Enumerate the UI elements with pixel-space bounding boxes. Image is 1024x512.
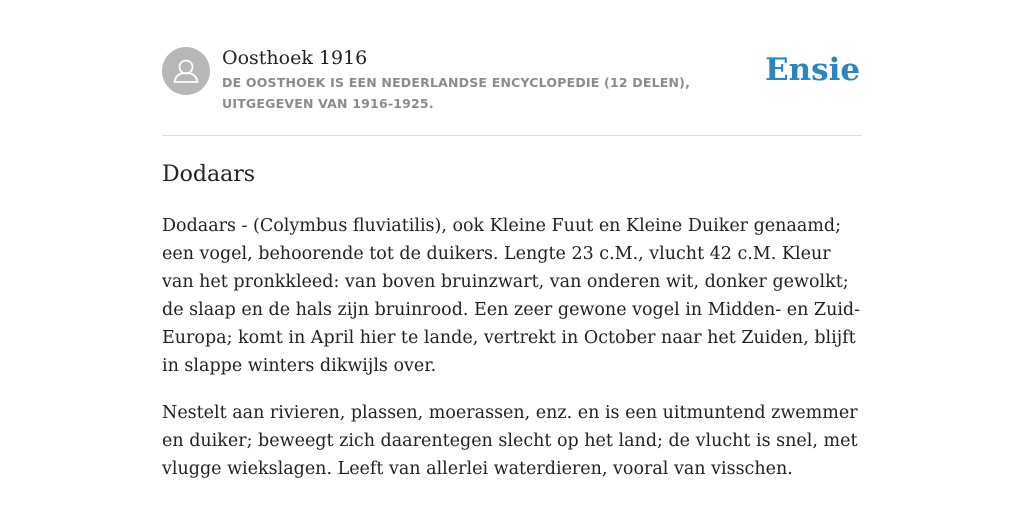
entry-paragraph: Nestelt aan rivieren, plassen, moerassen, enz. en is een uitmuntend zwemmer en duiker; beweegt zich daarentegen slecht op het land; de vlucht is snel, met vlugge wiekslagen. Leeft van allerlei waterdieren, vooral van visschen. <box>162 403 858 479</box>
entry-title: Dodaars <box>162 162 256 187</box>
user-icon <box>162 47 210 95</box>
source-header <box>162 44 862 136</box>
entry-paragraph: Dodaars - (Colymbus fluviatilis), ook Kleine Fuut en Kleine Duiker genaamd; een vogel, behoorende tot de duikers. Lengte 23 c.M., vlucht 42 c.M. Kleur van het pronkkleed: van boven bruinzwart, van onderen wit, donker gewolkt; de slaap en de hals zijn bruinrood. Een zeer gewone vogel in Midden- en Zuid-Europa; komt in April hier te lande, vertrekt in October naar het Zuiden, blijft in slappe winters dikwijls over. <box>162 216 861 376</box>
source-avatar[interactable] <box>162 47 210 95</box>
source-title[interactable]: Oosthoek 1916 <box>222 47 368 69</box>
ensie-logo[interactable]: Ensie <box>765 52 861 88</box>
entry-body <box>162 212 862 502</box>
source-description: DE OOSTHOEK IS EEN NEDERLANDSE ENCYCLOPEDIE (12 DELEN), UITGEGEVEN VAN 1916-1925. <box>222 75 691 111</box>
